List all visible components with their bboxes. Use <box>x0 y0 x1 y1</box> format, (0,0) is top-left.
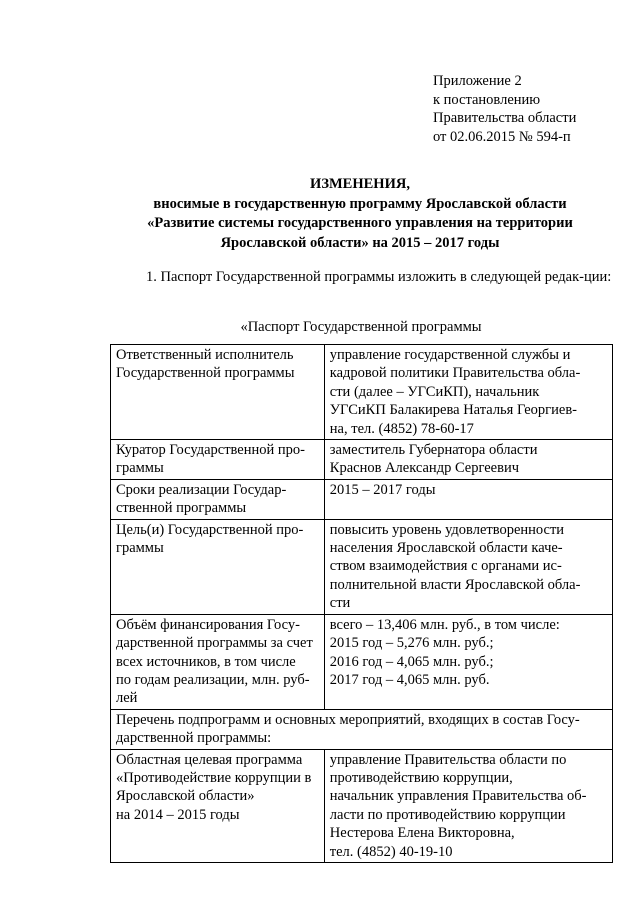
cell-line: 2015 – 2017 годы <box>329 481 436 498</box>
cell-line: «Противодействие коррупции в <box>116 769 312 786</box>
cell-line: Объём финансирования Госу- <box>116 616 300 633</box>
table-cell-value <box>324 440 612 480</box>
cell-line: граммы <box>116 460 164 477</box>
table-cell-label <box>111 614 325 709</box>
cell-line: 2017 год – 4,065 млн. руб. <box>329 671 490 688</box>
cell-line: на, тел. (4852) 78-60-17 <box>329 420 474 437</box>
cell-line: Сроки реализации Государ- <box>116 481 287 498</box>
cell-line: начальник управления Правительства об- <box>329 788 587 805</box>
table-cell-label <box>111 440 325 480</box>
cell-line: Областная целевая программа <box>116 751 303 768</box>
table-cell-label <box>111 519 325 614</box>
table-cell-value <box>324 479 612 519</box>
cell-line: заместитель Губернатора области <box>329 442 538 459</box>
table-row <box>111 519 613 614</box>
cell-line: дарственной программы: <box>116 730 272 747</box>
cell-line: населения Ярославской области каче- <box>329 540 563 557</box>
cell-line: на 2014 – 2015 годы <box>116 806 240 823</box>
annex-header <box>433 72 576 146</box>
cell-line: Нестерова Елена Викторовна, <box>329 825 515 842</box>
cell-line: ственной программы <box>116 500 247 517</box>
cell-line: ласти по противодействию коррупции <box>329 806 566 823</box>
table-row <box>111 440 613 480</box>
annex-line: от 02.06.2015 № 594-п <box>433 128 571 145</box>
table-row <box>111 709 613 749</box>
passport-table <box>110 344 613 863</box>
intro-paragraph: 1. Паспорт Государственной программы изложить в следующей редак-ции: <box>146 269 612 285</box>
cell-line: лей <box>116 690 138 707</box>
table-cell-label <box>111 479 325 519</box>
cell-line: Куратор Государственной про- <box>116 442 305 459</box>
cell-line: тел. (4852) 40-19-10 <box>329 843 453 860</box>
title-line: Ярославской области» на 2015 – 2017 годы <box>220 234 500 251</box>
cell-line: по годам реализации, млн. руб- <box>116 671 310 688</box>
cell-line: повысить уровень удовлетворенности <box>329 521 565 538</box>
annex-line: к постановлению <box>433 91 541 108</box>
annex-line: Правительства области <box>433 110 577 126</box>
table-cell-label <box>111 345 325 440</box>
passport-subtitle: «Паспорт Государственной программы <box>240 319 482 335</box>
cell-line: граммы <box>116 540 164 557</box>
cell-line: дарственной программы за счет <box>116 635 313 652</box>
cell-line: противодействию коррупции, <box>329 769 513 786</box>
cell-line: кадровой политики Правительства обла- <box>329 365 581 382</box>
table-row <box>111 749 613 862</box>
cell-line: полнительной власти Ярославской обла- <box>329 576 581 593</box>
cell-line: 2016 год – 4,065 млн. руб.; <box>329 653 494 670</box>
cell-line: УГСиКП Балакирева Наталья Георгиев- <box>329 402 577 419</box>
cell-line: 2015 год – 5,276 млн. руб.; <box>329 635 494 652</box>
cell-line: Государственной программы <box>116 365 295 382</box>
table-row <box>111 614 613 709</box>
cell-line: Ярославской области» <box>116 788 255 805</box>
cell-line: Перечень подпрограмм и основных мероприятий, входящих в состав Госу- <box>116 711 580 728</box>
table-cell-value <box>324 345 612 440</box>
cell-line: Ответственный исполнитель <box>116 347 294 363</box>
cell-line: управление Правительства области по <box>329 751 567 768</box>
table-cell-value <box>324 614 612 709</box>
cell-line: ством взаимодействия с органами ис- <box>329 558 562 575</box>
cell-line: сти <box>329 595 351 612</box>
title-line: «Развитие системы государственного управления на территории <box>147 215 573 231</box>
table-cell-value <box>324 749 612 862</box>
cell-line: управление государственной службы и <box>329 347 571 363</box>
document-title <box>100 175 620 253</box>
cell-line: Краснов Александр Сергеевич <box>329 460 520 477</box>
table-cell-section <box>111 709 613 749</box>
title-line: ИЗМЕНЕНИЯ, <box>310 176 410 192</box>
table-cell-value <box>324 519 612 614</box>
cell-line: всего – 13,406 млн. руб., в том числе: <box>329 616 560 633</box>
cell-line: всех источников, в том числе <box>116 653 296 670</box>
table-row <box>111 345 613 440</box>
cell-line: сти (далее – УГСиКП), начальник <box>329 383 540 400</box>
cell-line: Цель(и) Государственной про- <box>116 521 304 538</box>
annex-line: Приложение 2 <box>433 73 522 89</box>
table-row <box>111 479 613 519</box>
table-cell-label <box>111 749 325 862</box>
title-line: вносимые в государственную программу Ярославской области <box>153 195 567 212</box>
